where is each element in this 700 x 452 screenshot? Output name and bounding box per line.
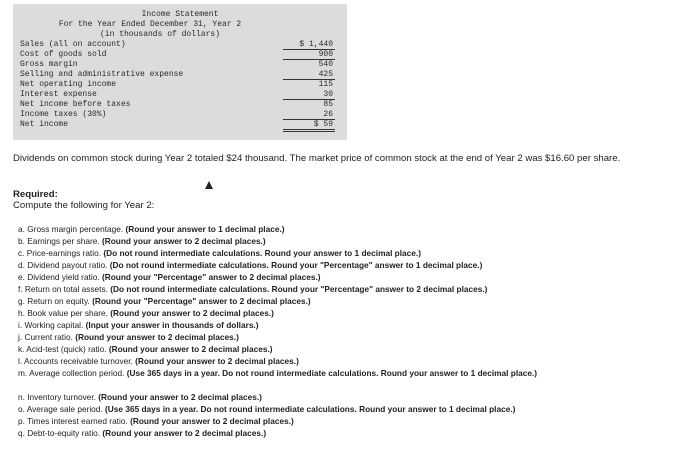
list-item: l. Accounts receivable turnover. (Round your answer to 2 decimal places.) bbox=[18, 356, 299, 366]
list-item: o. Average sale period. (Use 365 days in a year. Do not round intermediate calculations. Round your answer to 1 decimal place.) bbox=[18, 404, 516, 414]
statement-row-label: Gross margin bbox=[20, 60, 78, 69]
statement-row-amount: $ 1,440 bbox=[283, 40, 335, 50]
statement-row-amount: 540 bbox=[318, 60, 333, 69]
list-item: f. Return on total assets. (Do not round intermediate calculations. Round your "Percentage" answer to 2 decimal places.) bbox=[18, 284, 488, 294]
statement-row-label: Sales (all on account) bbox=[20, 40, 126, 49]
required-label: Required: bbox=[13, 189, 58, 200]
list-item: a. Gross margin percentage. (Round your answer to 1 decimal place.) bbox=[18, 224, 285, 234]
statement-row-amount: 900 bbox=[283, 50, 335, 60]
list-item: q. Debt-to-equity ratio. (Round your answer to 2 decimal places.) bbox=[18, 428, 267, 438]
statement-row-label: Net income bbox=[20, 120, 69, 129]
list-item: c. Price-earnings ratio. (Do not round intermediate calculations. Round your answer to 1 decimal place.) bbox=[18, 248, 421, 258]
list-item: d. Dividend payout ratio. (Do not round intermediate calculations. Round your "Percentage" answer to 1 decimal place.) bbox=[18, 260, 483, 270]
list-item: h. Book value per share. (Round your answer to 2 decimal places.) bbox=[18, 308, 274, 318]
statement-row-label: Income taxes (30%) bbox=[20, 110, 107, 119]
statement-row-label: Interest expense bbox=[20, 90, 97, 99]
statement-row-label: Net operating income bbox=[20, 80, 117, 89]
statement-row-amount: 425 bbox=[283, 70, 335, 80]
dividends-text: Dividends on common stock during Year 2 totaled $24 thousand. The market price of common stock at the end of Year 2 was $16.60 per share. bbox=[13, 153, 621, 164]
statement-row-label: Selling and administrative expense bbox=[20, 70, 184, 79]
statement-row-label: Net income before taxes bbox=[20, 100, 131, 109]
statement-row-label: Cost of goods sold bbox=[20, 50, 107, 59]
statement-row-amount: 115 bbox=[318, 80, 333, 89]
list-item: g. Return on equity. (Round your "Percentage" answer to 2 decimal places.) bbox=[18, 296, 311, 306]
statement-title: Income Statement bbox=[141, 10, 219, 19]
list-item: j. Current ratio. (Round your answer to 2 decimal places.) bbox=[18, 332, 239, 342]
statement-row-amount: $ 59 bbox=[283, 120, 335, 132]
list-item: i. Working capital. (Input your answer in thousands of dollars.) bbox=[18, 320, 259, 330]
statement-row-amount: 30 bbox=[283, 90, 335, 100]
list-item: p. Times interest earned ratio. (Round your answer to 2 decimal places.) bbox=[18, 416, 294, 426]
list-item: e. Dividend yield ratio. (Round your "Percentage" answer to 2 decimal places.) bbox=[18, 272, 321, 282]
list-item: m. Average collection period. (Use 365 days in a year. Do not round intermediate calculations. Round your answer to 1 decimal place.) bbox=[18, 368, 538, 378]
income-statement bbox=[13, 4, 347, 140]
list-item: n. Inventory turnover. (Round your answer to 2 decimal places.) bbox=[18, 392, 262, 402]
instruction-text: Compute the following for Year 2: bbox=[13, 200, 155, 211]
statement-row-amount: 26 bbox=[283, 110, 335, 120]
mouse-cursor-icon bbox=[205, 181, 213, 189]
statement-subtitle: For the Year Ended December 31, Year 2 bbox=[58, 20, 242, 29]
statement-row-amount: 85 bbox=[323, 100, 333, 109]
statement-units: (in thousands of dollars) bbox=[99, 30, 221, 39]
list-item: k. Acid-test (quick) ratio. (Round your answer to 2 decimal places.) bbox=[18, 344, 273, 354]
list-item: b. Earnings per share. (Round your answer to 2 decimal places.) bbox=[18, 236, 266, 246]
